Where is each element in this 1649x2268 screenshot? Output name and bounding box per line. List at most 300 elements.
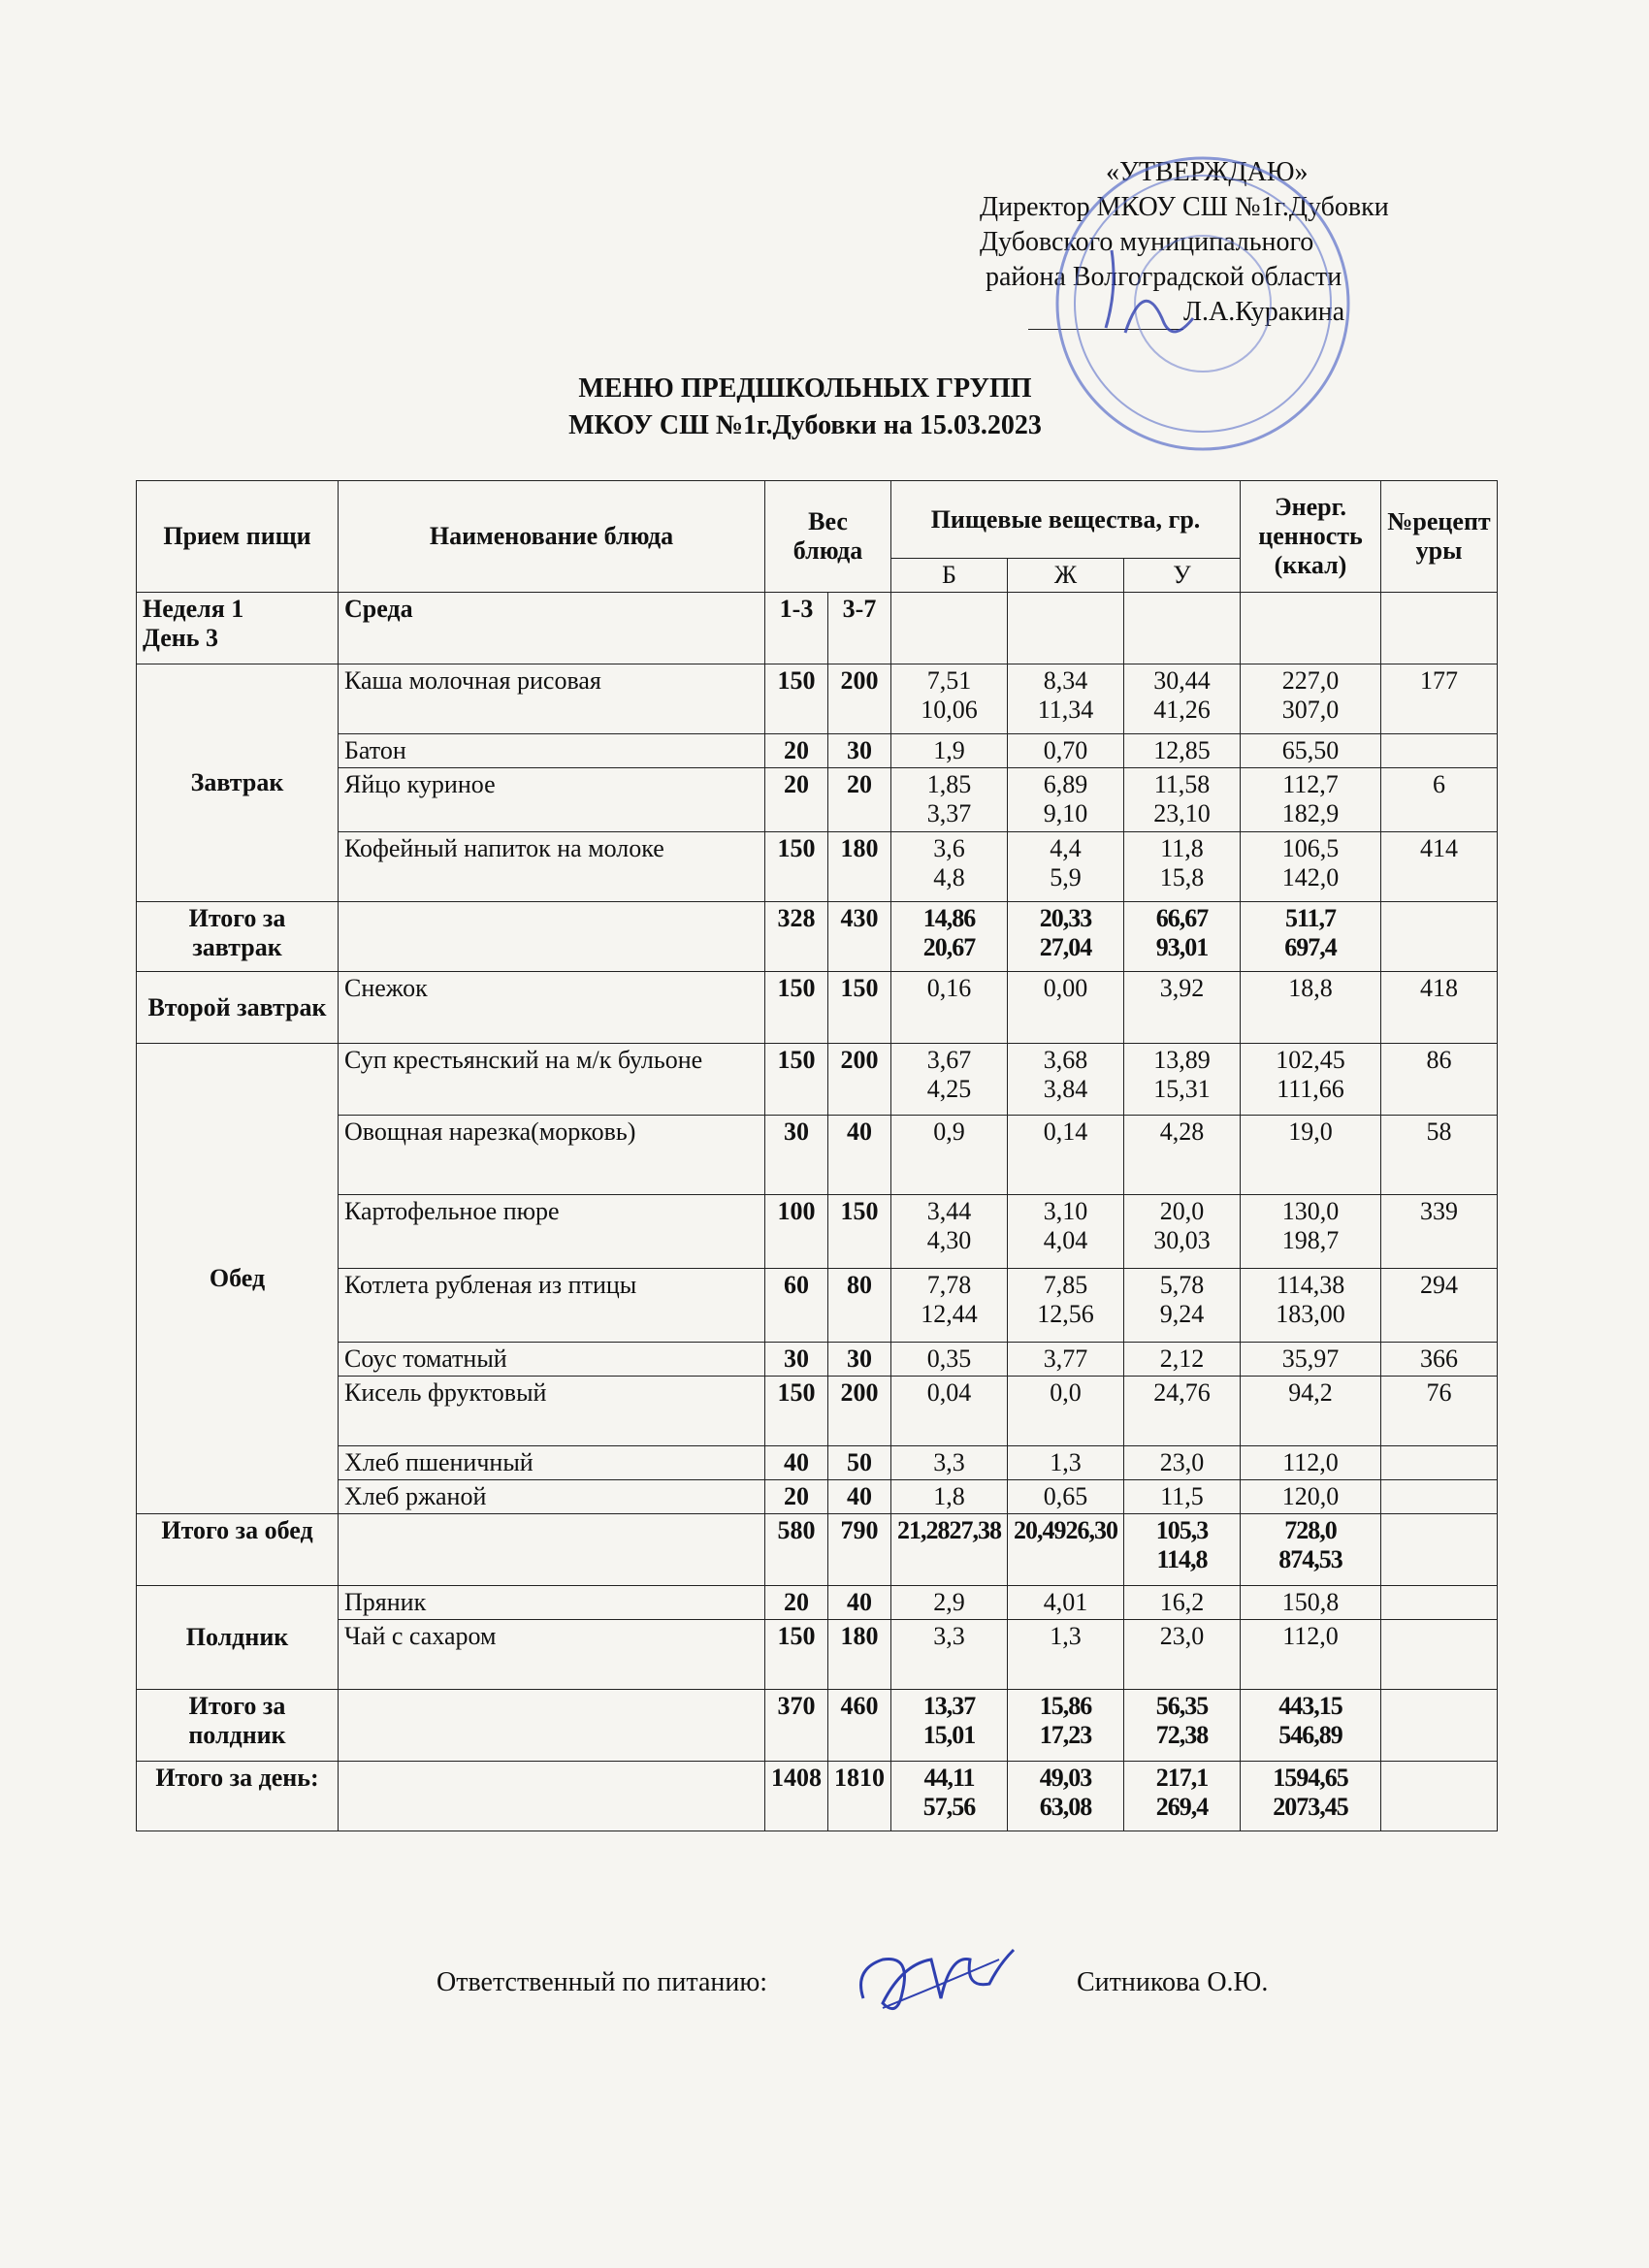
weight-1-3: 150	[765, 972, 828, 1044]
weight-3-7: 180	[828, 1620, 891, 1690]
total-protein	[891, 1762, 1008, 1831]
total-fat	[1008, 1762, 1124, 1831]
energy-cell	[1241, 768, 1381, 832]
energy-cell	[1241, 1620, 1381, 1690]
lunch-section	[137, 1044, 1498, 1586]
total-carbs	[1124, 1690, 1241, 1762]
protein-cell	[891, 664, 1008, 734]
value-line: 66,67	[1155, 904, 1209, 932]
value-line: 3,68	[1043, 1046, 1088, 1074]
value-line: 1,3	[1050, 1448, 1082, 1476]
weight-3-7: 30	[828, 734, 891, 768]
value-line: 0,65	[1043, 1482, 1088, 1510]
weight-1-3: 20	[765, 734, 828, 768]
energy-cell	[1241, 1044, 1381, 1116]
value-line: 11,34	[1037, 696, 1094, 724]
value-line: 18,8	[1288, 974, 1333, 1002]
value-line: 21,2827,38	[897, 1516, 1001, 1544]
value-line: 198,7	[1281, 1226, 1340, 1254]
energy-cell	[1241, 664, 1381, 734]
fat-cell	[1008, 768, 1124, 832]
week-row	[137, 593, 1498, 664]
table-row	[137, 1446, 1498, 1480]
value-line: 1,3	[1050, 1622, 1082, 1650]
weight-1-3: 20	[765, 1586, 828, 1620]
dish-name: Хлеб пшеничный	[339, 1446, 765, 1480]
value-line: 4,8	[933, 863, 965, 891]
weight-1-3: 30	[765, 1343, 828, 1377]
table-row	[137, 768, 1498, 832]
value-line: 4,04	[1043, 1226, 1088, 1254]
value-line: 6,89	[1043, 770, 1088, 798]
empty-cell	[339, 1690, 765, 1762]
fat-cell	[1008, 1620, 1124, 1690]
fat-cell	[1008, 832, 1124, 902]
footer	[436, 1967, 1269, 1998]
total-carbs	[1124, 902, 1241, 972]
fat-cell	[1008, 1586, 1124, 1620]
energy-cell	[1241, 1586, 1381, 1620]
value-line: 4,01	[1043, 1588, 1088, 1616]
weight-1-3: 20	[765, 768, 828, 832]
weekday: Среда	[339, 593, 765, 664]
value-line: 11,8	[1160, 834, 1204, 862]
energy-cell	[1241, 1343, 1381, 1377]
value-line: 10,06	[921, 696, 978, 724]
approval-signer: Л.А.Куракина	[1183, 297, 1345, 327]
value-line: 9,24	[1159, 1300, 1205, 1328]
value-line: 44,11	[923, 1764, 975, 1792]
value-line: 307,0	[1281, 696, 1340, 724]
value-line: 150,8	[1281, 1588, 1340, 1616]
value-line: 2,12	[1159, 1345, 1205, 1373]
value-line: 20,4926,30	[1014, 1516, 1117, 1544]
weight-1-3: 30	[765, 1116, 828, 1195]
value-line: 13,89	[1153, 1046, 1211, 1074]
value-line: 112,0	[1282, 1448, 1339, 1476]
fat-cell	[1008, 1044, 1124, 1116]
protein-cell	[891, 1480, 1008, 1514]
protein-cell	[891, 972, 1008, 1044]
value-line: 3,92	[1159, 974, 1205, 1002]
value-line: 120,0	[1281, 1482, 1340, 1510]
value-line: 15,8	[1159, 863, 1205, 891]
value-line: 30,44	[1153, 666, 1211, 695]
value-line: 15,86	[1039, 1692, 1092, 1720]
dish-name: Кофейный напиток на молоке	[339, 832, 765, 902]
total-protein	[891, 902, 1008, 972]
table-row	[137, 1343, 1498, 1377]
value-line: 111,66	[1277, 1075, 1344, 1103]
approval-district: Дубовского муниципального	[980, 227, 1314, 257]
empty-cell	[339, 902, 765, 972]
recipe-number: 339	[1381, 1195, 1498, 1269]
value-line: 0,35	[926, 1345, 972, 1373]
value-line: 546,89	[1278, 1721, 1342, 1749]
recipe-number	[1381, 1586, 1498, 1620]
protein-cell	[891, 832, 1008, 902]
value-line: 3,10	[1043, 1197, 1088, 1225]
weight-3-7: 20	[828, 768, 891, 832]
weight-1-3: 150	[765, 1044, 828, 1116]
total-weight-1-3: 370	[765, 1690, 828, 1762]
protein-cell	[891, 1044, 1008, 1116]
header-dish: Наименование блюда	[339, 481, 765, 593]
total-energy	[1241, 1690, 1381, 1762]
carbs-cell	[1124, 1446, 1241, 1480]
energy-cell	[1241, 832, 1381, 902]
value-line: 0,9	[933, 1118, 965, 1146]
fat-cell	[1008, 1343, 1124, 1377]
recipe-number: 366	[1381, 1343, 1498, 1377]
total-fat	[1008, 902, 1124, 972]
value-line: 3,37	[926, 799, 972, 827]
header-weight: Вес блюда	[765, 481, 891, 593]
table-row	[137, 1116, 1498, 1195]
recipe-number: 418	[1381, 972, 1498, 1044]
table-row	[137, 1377, 1498, 1446]
recipe-number: 177	[1381, 664, 1498, 734]
value-line: 0,70	[1043, 736, 1088, 764]
value-line: 3,3	[933, 1622, 965, 1650]
age-group-1: 1-3	[765, 593, 828, 664]
empty-cell	[1008, 593, 1124, 664]
value-line: 4,4	[1050, 834, 1082, 862]
weight-3-7: 40	[828, 1586, 891, 1620]
value-line: 511,7	[1284, 904, 1337, 932]
value-line: 9,10	[1043, 799, 1088, 827]
weight-3-7: 40	[828, 1116, 891, 1195]
recipe-number	[1381, 734, 1498, 768]
weight-3-7: 80	[828, 1269, 891, 1343]
meal-breakfast: Завтрак	[137, 664, 339, 902]
weight-3-7: 180	[828, 832, 891, 902]
approval-director: Директор МКОУ СШ №1г.Дубовки	[980, 192, 1389, 222]
weight-3-7: 200	[828, 1377, 891, 1446]
empty-cell	[339, 1514, 765, 1586]
energy-cell	[1241, 1116, 1381, 1195]
total-weight-1-3: 1408	[765, 1762, 828, 1831]
recipe-number: 58	[1381, 1116, 1498, 1195]
header-carbs: У	[1124, 559, 1241, 593]
value-line: 4,28	[1159, 1118, 1205, 1146]
meal-snack: Полдник	[137, 1586, 339, 1690]
fat-cell	[1008, 1377, 1124, 1446]
carbs-cell	[1124, 1586, 1241, 1620]
header-nutrients: Пищевые вещества, гр.	[891, 481, 1241, 559]
dish-name: Батон	[339, 734, 765, 768]
total-energy	[1241, 902, 1381, 972]
dish-name: Котлета рубленая из птицы	[339, 1269, 765, 1343]
energy-cell	[1241, 1446, 1381, 1480]
header-energy: Энерг. ценность (ккал)	[1241, 481, 1381, 593]
energy-cell	[1241, 1377, 1381, 1446]
value-line: 20,67	[922, 933, 976, 961]
header-row	[137, 481, 1498, 559]
header-recipe: №рецептуры	[1381, 481, 1498, 593]
total-day-row	[137, 1762, 1498, 1831]
total-weight-3-7: 1810	[828, 1762, 891, 1831]
weight-1-3: 40	[765, 1446, 828, 1480]
table-row	[137, 1620, 1498, 1690]
value-line: 57,56	[922, 1793, 976, 1821]
protein-cell	[891, 1620, 1008, 1690]
recipe-number: 86	[1381, 1044, 1498, 1116]
carbs-cell	[1124, 1195, 1241, 1269]
value-line: 3,44	[926, 1197, 972, 1225]
empty-cell	[1124, 593, 1241, 664]
total-weight-3-7: 790	[828, 1514, 891, 1586]
empty-cell	[891, 593, 1008, 664]
breakfast-section	[137, 664, 1498, 972]
total-weight-3-7: 430	[828, 902, 891, 972]
weight-3-7: 150	[828, 1195, 891, 1269]
recipe-number: 76	[1381, 1377, 1498, 1446]
value-line: 3,67	[926, 1046, 972, 1074]
value-line: 3,77	[1043, 1345, 1088, 1373]
dish-name: Яйцо куриное	[339, 768, 765, 832]
total-energy	[1241, 1762, 1381, 1831]
carbs-cell	[1124, 1044, 1241, 1116]
fat-cell	[1008, 972, 1124, 1044]
value-line: 443,15	[1278, 1692, 1342, 1720]
carbs-cell	[1124, 1620, 1241, 1690]
meal-lunch: Обед	[137, 1044, 339, 1514]
day-total-section	[137, 1762, 1498, 1831]
table-row	[137, 1195, 1498, 1269]
energy-cell	[1241, 1269, 1381, 1343]
table-row	[137, 664, 1498, 734]
protein-cell	[891, 1377, 1008, 1446]
page-subtitle: МКОУ СШ №1г.Дубовки на 15.03.2023	[568, 410, 1042, 440]
empty-cell	[1381, 1690, 1498, 1762]
value-line: 269,4	[1155, 1793, 1209, 1821]
weight-3-7: 50	[828, 1446, 891, 1480]
value-line: 23,0	[1159, 1448, 1205, 1476]
age-group-2: 3-7	[828, 593, 891, 664]
table-row	[137, 972, 1498, 1044]
value-line: 49,03	[1039, 1764, 1092, 1792]
header-meal: Прием пищи	[137, 481, 339, 593]
dish-name: Овощная нарезка(морковь)	[339, 1116, 765, 1195]
total-breakfast-row	[137, 902, 1498, 972]
protein-cell	[891, 768, 1008, 832]
total-label: Итого за полдник	[137, 1690, 339, 1762]
value-line: 105,3	[1155, 1516, 1209, 1544]
value-line: 182,9	[1281, 799, 1340, 827]
empty-cell	[1381, 902, 1498, 972]
dish-name: Хлеб ржаной	[339, 1480, 765, 1514]
week-label	[137, 593, 339, 664]
value-line: 7,85	[1043, 1271, 1088, 1299]
week-label-line1: Неделя 1	[143, 595, 244, 623]
meal-second-breakfast: Второй завтрак	[137, 972, 339, 1044]
total-fat	[1008, 1514, 1124, 1586]
value-line: 5,78	[1159, 1271, 1205, 1299]
approval-region: района Волгоградской области	[986, 262, 1342, 292]
value-line: 112,0	[1282, 1622, 1339, 1650]
value-line: 106,5	[1281, 834, 1340, 862]
energy-cell	[1241, 972, 1381, 1044]
value-line: 0,0	[1050, 1378, 1082, 1407]
value-line: 24,76	[1153, 1378, 1211, 1407]
weight-3-7: 200	[828, 1044, 891, 1116]
empty-cell	[339, 1762, 765, 1831]
value-line: 183,00	[1276, 1300, 1345, 1328]
total-fat	[1008, 1690, 1124, 1762]
value-line: 102,45	[1276, 1046, 1345, 1074]
carbs-cell	[1124, 832, 1241, 902]
dish-name: Пряник	[339, 1586, 765, 1620]
value-line: 697,4	[1284, 933, 1337, 961]
fat-cell	[1008, 734, 1124, 768]
value-line: 112,7	[1282, 770, 1339, 798]
value-line: 3,3	[933, 1448, 965, 1476]
protein-cell	[891, 1586, 1008, 1620]
value-line: 12,44	[921, 1300, 978, 1328]
empty-cell	[1381, 1514, 1498, 1586]
weight-1-3: 20	[765, 1480, 828, 1514]
total-carbs	[1124, 1514, 1241, 1586]
value-line: 16,2	[1159, 1588, 1205, 1616]
footer-label: Ответственный по питанию:	[436, 1967, 768, 1997]
value-line: 20,0	[1159, 1197, 1205, 1225]
signature-icon	[844, 1930, 1038, 2037]
value-line: 728,0	[1284, 1516, 1337, 1544]
week-label-line2: День 3	[143, 624, 218, 652]
menu-table	[136, 480, 1498, 1831]
dish-name: Чай с сахаром	[339, 1620, 765, 1690]
approval-heading: «УТВЕРЖДАЮ»	[1106, 157, 1309, 187]
value-line: 142,0	[1281, 863, 1340, 891]
total-weight-3-7: 460	[828, 1690, 891, 1762]
value-line: 20,33	[1039, 904, 1092, 932]
weight-1-3: 60	[765, 1269, 828, 1343]
weight-3-7: 200	[828, 664, 891, 734]
value-line: 4,30	[926, 1226, 972, 1254]
weight-3-7: 40	[828, 1480, 891, 1514]
table-row	[137, 1586, 1498, 1620]
empty-cell	[1381, 593, 1498, 664]
weight-3-7: 150	[828, 972, 891, 1044]
value-line: 1,9	[933, 736, 965, 764]
empty-cell	[1241, 593, 1381, 664]
value-line: 41,26	[1153, 696, 1211, 724]
carbs-cell	[1124, 1116, 1241, 1195]
dish-name: Суп крестьянский на м/к бульоне	[339, 1044, 765, 1116]
value-line: 27,04	[1039, 933, 1092, 961]
value-line: 56,35	[1155, 1692, 1209, 1720]
value-line: 11,58	[1153, 770, 1211, 798]
value-line: 4,25	[926, 1075, 972, 1103]
value-line: 30,03	[1153, 1226, 1211, 1254]
total-weight-1-3: 328	[765, 902, 828, 972]
carbs-cell	[1124, 1377, 1241, 1446]
weight-1-3: 150	[765, 664, 828, 734]
carbs-cell	[1124, 664, 1241, 734]
carbs-cell	[1124, 1269, 1241, 1343]
table-row	[137, 1269, 1498, 1343]
value-line: 13,37	[922, 1692, 976, 1720]
total-protein	[891, 1514, 1008, 1586]
total-snack-row	[137, 1690, 1498, 1762]
value-line: 14,86	[922, 904, 976, 932]
weight-1-3: 150	[765, 832, 828, 902]
value-line: 94,2	[1288, 1378, 1333, 1407]
protein-cell	[891, 1195, 1008, 1269]
weight-3-7: 30	[828, 1343, 891, 1377]
protein-cell	[891, 1343, 1008, 1377]
carbs-cell	[1124, 734, 1241, 768]
protein-cell	[891, 1269, 1008, 1343]
table-row	[137, 734, 1498, 768]
fat-cell	[1008, 1480, 1124, 1514]
value-line: 1,85	[926, 770, 972, 798]
carbs-cell	[1124, 768, 1241, 832]
value-line: 0,04	[926, 1378, 972, 1407]
value-line: 5,9	[1050, 863, 1082, 891]
total-label: Итого за завтрак	[137, 902, 339, 972]
value-line: 65,50	[1281, 736, 1340, 764]
carbs-cell	[1124, 1480, 1241, 1514]
recipe-number	[1381, 1480, 1498, 1514]
weight-1-3: 150	[765, 1377, 828, 1446]
protein-cell	[891, 1116, 1008, 1195]
total-protein	[891, 1690, 1008, 1762]
second-breakfast-section	[137, 972, 1498, 1044]
value-line: 12,85	[1153, 736, 1211, 764]
total-label: Итого за обед	[137, 1514, 339, 1586]
dish-name: Снежок	[339, 972, 765, 1044]
total-label: Итого за день:	[137, 1762, 339, 1831]
total-lunch-row	[137, 1514, 1498, 1586]
value-line: 93,01	[1155, 933, 1209, 961]
fat-cell	[1008, 1195, 1124, 1269]
snack-section	[137, 1586, 1498, 1762]
value-line: 15,31	[1153, 1075, 1211, 1103]
footer-name: Ситникова О.Ю.	[1077, 1967, 1269, 1997]
protein-cell	[891, 1446, 1008, 1480]
value-line: 12,56	[1037, 1300, 1094, 1328]
protein-cell	[891, 734, 1008, 768]
fat-cell	[1008, 664, 1124, 734]
total-weight-1-3: 580	[765, 1514, 828, 1586]
dish-name: Кисель фруктовый	[339, 1377, 765, 1446]
value-line: 19,0	[1288, 1118, 1333, 1146]
value-line: 2073,45	[1273, 1793, 1348, 1821]
value-line: 15,01	[922, 1721, 976, 1749]
value-line: 72,38	[1155, 1721, 1209, 1749]
energy-cell	[1241, 734, 1381, 768]
dish-name: Соус томатный	[339, 1343, 765, 1377]
value-line: 7,78	[926, 1271, 972, 1299]
header-protein: Б	[891, 559, 1008, 593]
value-line: 1,8	[933, 1482, 965, 1510]
value-line: 3,6	[933, 834, 965, 862]
recipe-number: 414	[1381, 832, 1498, 902]
dish-name: Каша молочная рисовая	[339, 664, 765, 734]
weight-1-3: 100	[765, 1195, 828, 1269]
value-line: 114,8	[1156, 1545, 1208, 1573]
recipe-number: 294	[1381, 1269, 1498, 1343]
value-line: 23,10	[1153, 799, 1211, 827]
carbs-cell	[1124, 1343, 1241, 1377]
table-row	[137, 832, 1498, 902]
empty-cell	[1381, 1762, 1498, 1831]
energy-cell	[1241, 1480, 1381, 1514]
fat-cell	[1008, 1269, 1124, 1343]
weight-1-3: 150	[765, 1620, 828, 1690]
